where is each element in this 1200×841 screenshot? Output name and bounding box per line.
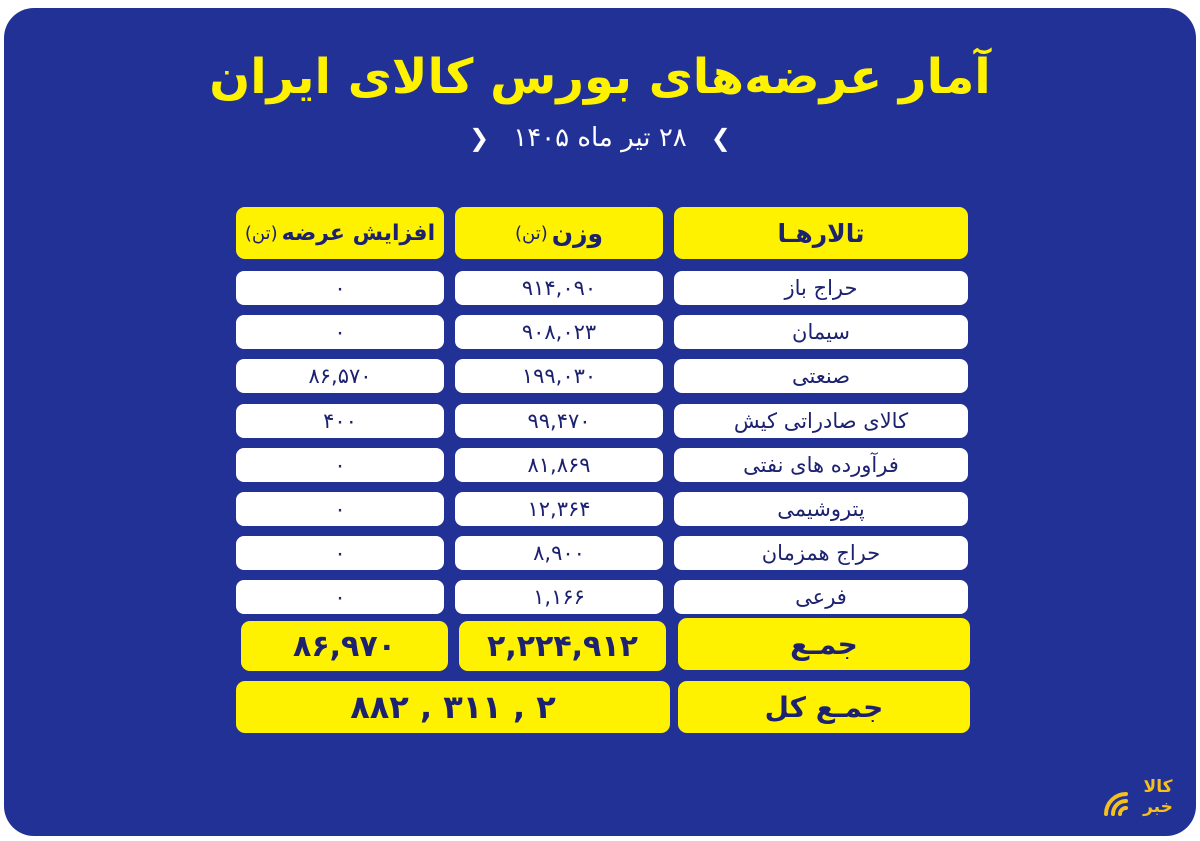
increase-cell: ۸۶,۵۷۰ <box>236 359 444 393</box>
page-title: آمار عرضه‌های بورس کالای ایران <box>209 49 991 105</box>
header-weight <box>455 207 663 259</box>
hall-cell: کالای صادراتی کیش <box>674 404 968 438</box>
hall-cell: صنعتی <box>674 359 968 393</box>
sum-label: جمـع <box>678 618 970 670</box>
header-weight-unit: (تن) <box>514 222 548 244</box>
report-date: ۲۸ تیر ماه ۱۴۰۵ <box>513 123 687 153</box>
weight-cell: ۸۱,۸۶۹ <box>455 448 663 482</box>
weight-cell: ۹۰۸,۰۲۳ <box>455 315 663 349</box>
grand-total-label: جمـع کل <box>678 681 970 733</box>
weight-cell: ۱۹۹,۰۳۰ <box>455 359 663 393</box>
increase-cell: ۰ <box>236 315 444 349</box>
weight-cell: ۱,۱۶۶ <box>455 580 663 614</box>
sum-increase: ۸۶,۹۷۰ <box>241 621 448 671</box>
chevron-right-icon: ❯ <box>710 124 731 152</box>
weight-cell: ۸,۹۰۰ <box>455 536 663 570</box>
sum-weight: ۲,۲۲۴,۹۱۲ <box>459 621 666 671</box>
weight-cell: ۹۹,۴۷۰ <box>455 404 663 438</box>
increase-cell: ۰ <box>236 492 444 526</box>
header-increase-label: افزایش عرضه <box>281 220 436 246</box>
header-increase <box>236 207 444 259</box>
hall-cell: حراج همزمان <box>674 536 968 570</box>
increase-cell: ۰ <box>236 536 444 570</box>
header-weight-label: وزن <box>551 218 604 248</box>
increase-cell: ۰ <box>236 271 444 305</box>
grand-total-value: ۲ , ۳۱۱ , ۸۸۲ <box>236 681 670 733</box>
kala-khabar-logo <box>1100 770 1186 820</box>
hall-cell: پتروشیمی <box>674 492 968 526</box>
hall-cell: حراج باز <box>674 271 968 305</box>
header-increase-unit: (تن) <box>244 222 278 244</box>
weight-cell: ۹۱۴,۰۹۰ <box>455 271 663 305</box>
weight-cell: ۱۲,۳۶۴ <box>455 492 663 526</box>
chevron-left-icon: ❮ <box>469 124 490 152</box>
increase-cell: ۴۰۰ <box>236 404 444 438</box>
svg-text:خبر: خبر <box>1143 797 1173 817</box>
svg-text:کالا: کالا <box>1143 777 1173 797</box>
date-row <box>0 118 1200 158</box>
header-halls <box>674 207 968 259</box>
logo-icon <box>1100 770 1186 820</box>
header-halls-label: تالارهـا <box>777 218 865 248</box>
increase-cell: ۰ <box>236 580 444 614</box>
hall-cell: فرعی <box>674 580 968 614</box>
hall-cell: سیمان <box>674 315 968 349</box>
hall-cell: فرآورده های نفتی <box>674 448 968 482</box>
increase-cell: ۰ <box>236 448 444 482</box>
